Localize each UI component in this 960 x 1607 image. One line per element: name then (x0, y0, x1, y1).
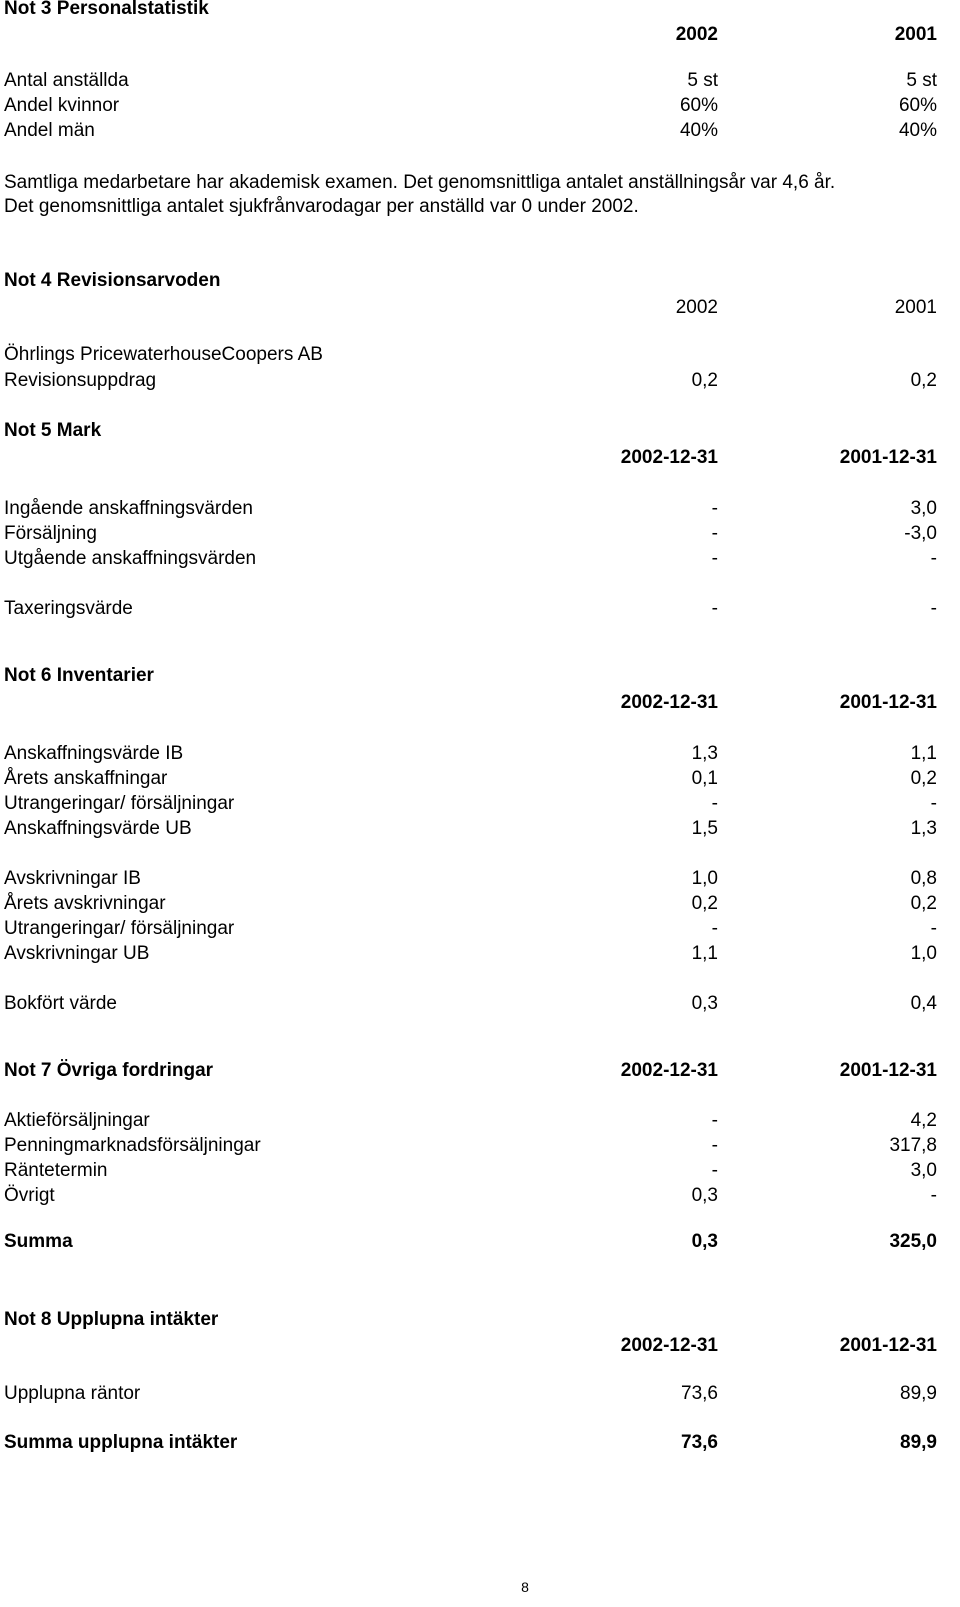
row-value-2001: 0,2 (910, 370, 937, 391)
row-value-2001: 40% (898, 120, 937, 141)
row-value-2002: - (711, 1135, 718, 1156)
row-label: Utgående anskaffningsvärden (4, 548, 257, 569)
note-3-year-2002: 2002 (675, 24, 718, 45)
row-label: Penningmarknadsförsäljningar (4, 1135, 261, 1156)
row-label: Taxeringsvärde (4, 598, 133, 619)
row-value-2001: - (930, 793, 937, 814)
row-value-2001: 1,3 (910, 818, 937, 839)
row-label: Antal anställda (4, 70, 129, 91)
row-label: Anskaffningsvärde IB (4, 743, 184, 764)
note-6-date-2001: 2001-12-31 (839, 692, 937, 713)
row-label: Avskrivningar UB (4, 943, 150, 964)
note-4-year-2001: 2001 (894, 297, 937, 318)
sum-value-2002: 0,3 (691, 1231, 718, 1252)
row-label: Anskaffningsvärde UB (4, 818, 192, 839)
row-label: Utrangeringar/ försäljningar (4, 793, 235, 814)
row-value-2001: 89,9 (900, 1383, 937, 1404)
row-label: Övrigt (4, 1185, 55, 1206)
row-label: Andel kvinnor (4, 95, 120, 116)
note-4-title: Not 4 Revisionsarvoden (4, 270, 221, 291)
row-label: Revisionsuppdrag (4, 370, 157, 391)
row-value-2002: 73,6 (681, 1383, 718, 1404)
row-value-2001: 1,1 (910, 743, 937, 764)
row-label: Utrangeringar/ försäljningar (4, 918, 235, 939)
row-value-2002: - (711, 918, 718, 939)
row-value-2001: 0,4 (910, 993, 937, 1014)
row-value-2002: 1,1 (691, 943, 718, 964)
row-label: Ingående anskaffningsvärden (4, 498, 253, 519)
note-5-date-2001: 2001-12-31 (839, 447, 937, 468)
row-value-2002: 5 st (687, 70, 718, 91)
row-value-2001: 60% (898, 95, 937, 116)
row-value-2001: 5 st (906, 70, 937, 91)
note-4-company: Öhrlings PricewaterhouseCoopers AB (4, 344, 323, 365)
row-value-2002: 1,3 (691, 743, 718, 764)
row-value-2002: 60% (679, 95, 718, 116)
note-3-text-line-1: Samtliga medarbetare har akademisk examen. Det genomsnittliga antalet anställningsår var 4,6 år. (4, 172, 836, 193)
note-7-date-2002: 2002-12-31 (620, 1060, 718, 1081)
row-label: Andel män (4, 120, 95, 141)
row-value-2001: 3,0 (910, 1160, 937, 1181)
row-label: Aktieförsäljningar (4, 1110, 150, 1131)
row-value-2002: 1,5 (691, 818, 718, 839)
note-3-text-line-2: Det genomsnittliga antalet sjukfrånvarodagar per anställd var 0 under 2002. (4, 196, 639, 217)
note-5-title: Not 5 Mark (4, 420, 102, 441)
row-value-2002: 40% (679, 120, 718, 141)
page-number: 8 (521, 1579, 529, 1595)
row-value-2002: 0,3 (691, 993, 718, 1014)
row-value-2001: -3,0 (904, 523, 937, 544)
row-value-2002: 0,1 (691, 768, 718, 789)
row-label: Försäljning (4, 523, 97, 544)
row-value-2002: - (711, 598, 718, 619)
row-value-2002: - (711, 1160, 718, 1181)
row-label: Upplupna räntor (4, 1383, 141, 1404)
row-value-2001: 0,2 (910, 893, 937, 914)
row-value-2001: - (930, 1185, 937, 1206)
row-value-2001: 4,2 (910, 1110, 937, 1131)
row-value-2002: 0,2 (691, 370, 718, 391)
note-3-title: Not 3 Personalstatistik (4, 0, 209, 19)
row-value-2001: 3,0 (910, 498, 937, 519)
row-value-2002: 0,3 (691, 1185, 718, 1206)
row-value-2002: - (711, 548, 718, 569)
note-7-date-2001: 2001-12-31 (839, 1060, 937, 1081)
row-value-2001: 1,0 (910, 943, 937, 964)
row-value-2002: - (711, 498, 718, 519)
note-6-title: Not 6 Inventarier (4, 665, 154, 686)
sum-label: Summa upplupna intäkter (4, 1432, 238, 1453)
row-label: Bokfört värde (4, 993, 117, 1014)
note-7-title: Not 7 Övriga fordringar (4, 1060, 214, 1081)
row-value-2001: - (930, 918, 937, 939)
sum-value-2001: 325,0 (889, 1231, 937, 1252)
note-3-year-2001: 2001 (894, 24, 937, 45)
row-label: Årets avskrivningar (4, 893, 166, 914)
sum-value-2001: 89,9 (900, 1432, 937, 1453)
row-value-2001: 317,8 (889, 1135, 937, 1156)
sum-label: Summa (4, 1231, 73, 1252)
note-8-title: Not 8 Upplupna intäkter (4, 1309, 219, 1330)
row-label: Avskrivningar IB (4, 868, 141, 889)
row-value-2001: 0,2 (910, 768, 937, 789)
note-6-date-2002: 2002-12-31 (620, 692, 718, 713)
note-5-date-2002: 2002-12-31 (620, 447, 718, 468)
row-value-2002: - (711, 1110, 718, 1131)
note-8-date-2002: 2002-12-31 (620, 1335, 718, 1356)
row-value-2002: 0,2 (691, 893, 718, 914)
row-value-2002: 1,0 (691, 868, 718, 889)
row-label: Räntetermin (4, 1160, 108, 1181)
note-8-date-2001: 2001-12-31 (839, 1335, 937, 1356)
row-value-2002: - (711, 793, 718, 814)
row-value-2001: 0,8 (910, 868, 937, 889)
note-4-year-2002: 2002 (675, 297, 718, 318)
row-value-2002: - (711, 523, 718, 544)
sum-value-2002: 73,6 (681, 1432, 718, 1453)
row-value-2001: - (930, 598, 937, 619)
row-label: Årets anskaffningar (4, 768, 168, 789)
row-value-2001: - (930, 548, 937, 569)
